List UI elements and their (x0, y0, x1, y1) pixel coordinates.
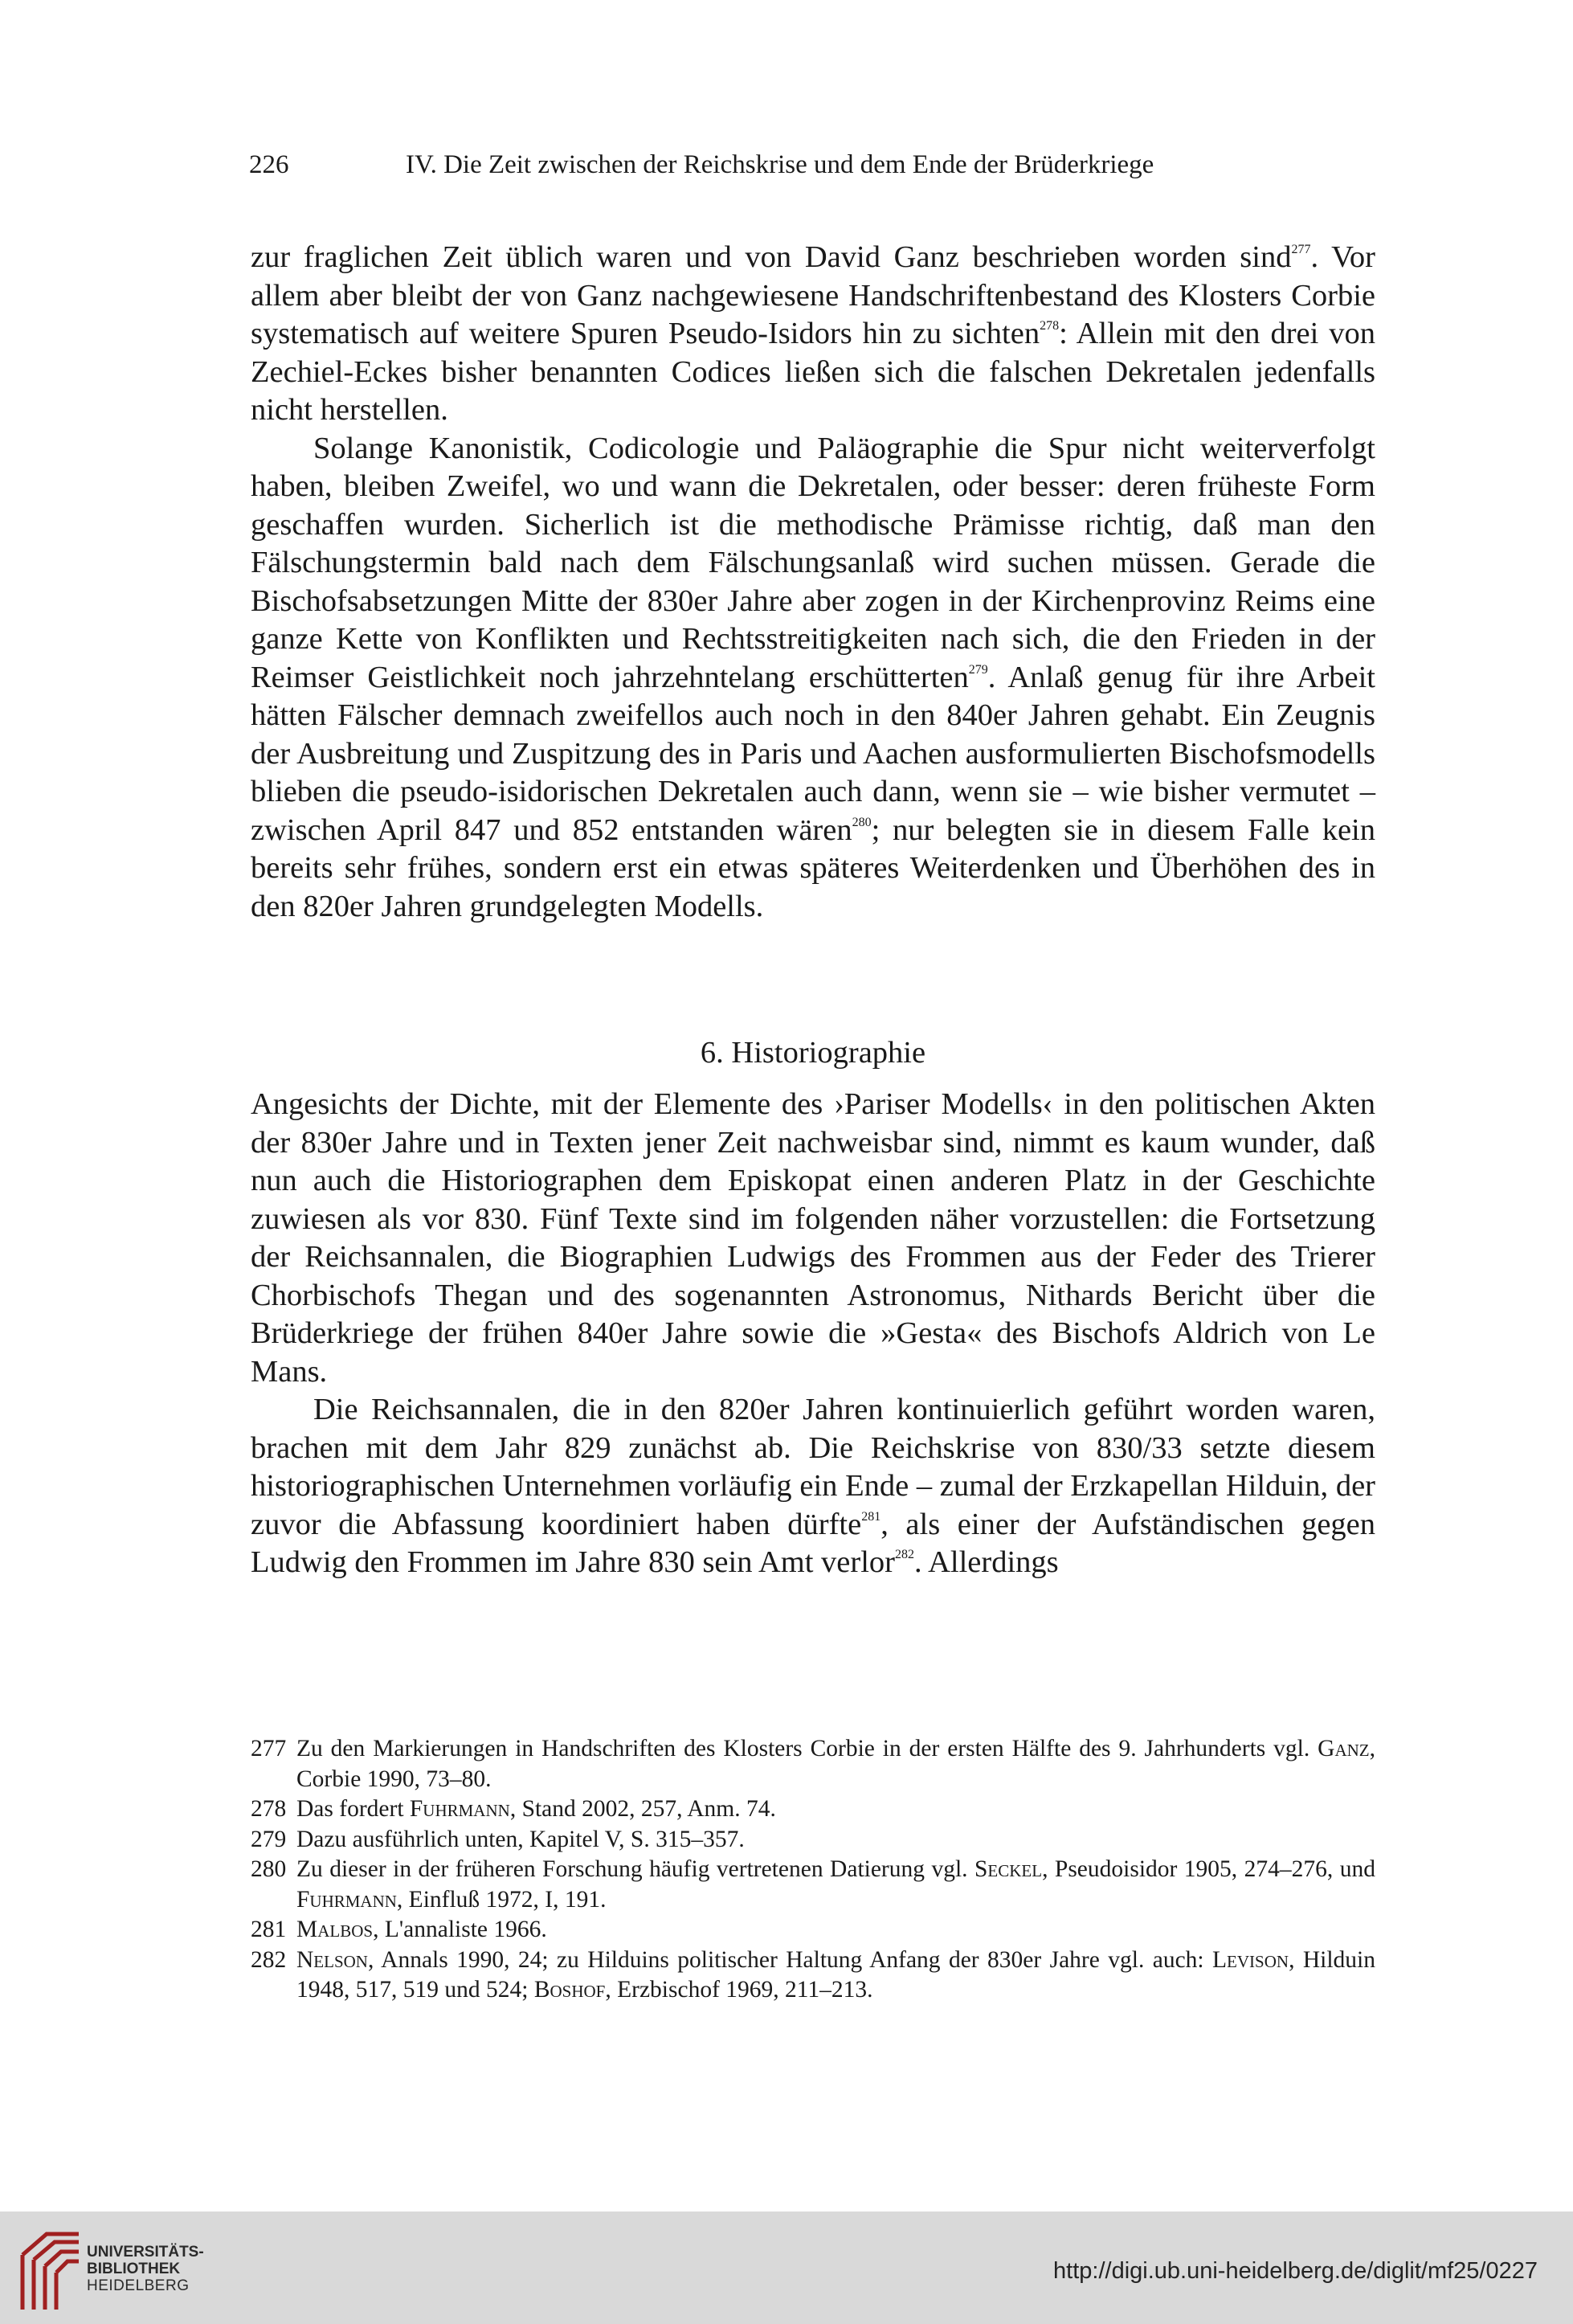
author-name: Boshof (533, 1977, 606, 2003)
section-heading: 6. Historiographie (700, 1036, 926, 1070)
footnote-279 (251, 1825, 1375, 1856)
footnote-text: , Einfluß 1972, I, 191. (396, 1886, 607, 1913)
footnote-text: , Corbie 1990, 73–80. (296, 1736, 1375, 1792)
section-paragraph-2 (251, 1391, 1375, 1582)
footnote-text: , Hilduin 1948, 517, 519 und 524; (296, 1946, 1375, 2003)
footnote-number: 278 (251, 1796, 287, 1822)
author-name: Nelson (296, 1946, 368, 1973)
footnote-ref-277[interactable]: 277 (1291, 243, 1311, 256)
footnote-number: 281 (251, 1917, 287, 1942)
footnote-ref-279[interactable]: 279 (968, 662, 988, 677)
paragraph-text: Solange Kanonistik, Codicologie und Paläographie die Spur nicht weiterverfolgt haben, bleiben Zweifel, wo und wann die Dekretalen, oder besser: deren früheste Form geschaffen wurden. Sicherlich ist die methodische Prämisse richtig, daß man den Fälschungstermin bald nach dem Fälschungsanlaß wird suchen müssen. Gerade die Bischofsabsetzungen Mitte der 830er Jahre aber zogen in der Kirchenprovinz Reims eine ganze Kette von Konflikten und Rechtsstreitigkeiten nach sich, die den Frieden in der Reimser Geistlichkeit noch jahrzehntelang erschütterten (251, 431, 1375, 694)
author-name: Levison (1212, 1946, 1289, 1973)
body-text-top (251, 239, 1375, 926)
footnote-278 (251, 1794, 1375, 1825)
footnote-text: , Pseudoisidor 1905, 274–276, und (1042, 1856, 1375, 1882)
footnote-text: Das fordert (296, 1796, 410, 1822)
source-url-link[interactable]: http://digi.ub.uni-heidelberg.de/diglit/mf25/0227 (1053, 2258, 1538, 2284)
paragraph-text: zur fraglichen Zeit üblich waren und von David Ganz beschrieben worden sind (251, 240, 1292, 274)
footnote-277 (251, 1734, 1375, 1794)
paragraph-1 (251, 239, 1375, 430)
footnote-ref-278[interactable]: 278 (1040, 319, 1060, 333)
footnote-text: , L'annaliste 1966. (373, 1917, 547, 1942)
footnote-ref-282[interactable]: 282 (894, 1548, 914, 1561)
running-head: IV. Die Zeit zwischen der Reichskrise und dem Ende der Brüderkriege (406, 150, 1154, 179)
footnote-number: 277 (251, 1736, 287, 1761)
footnote-text: Dazu ausführlich unten, Kapitel V, S. 315–357. (296, 1826, 745, 1852)
page-header (249, 145, 1374, 185)
body-text-section (251, 1086, 1375, 1582)
footnote-number: 280 (251, 1856, 287, 1882)
footer-bar (0, 2211, 1573, 2324)
paragraph-text: . Anlaß genug für ihre Arbeit hätten Fälscher demnach zweifellos auch noch in den 840er Jahren gehabt. Ein Zeugnis der Ausbreitung und Zuspitzung des in Paris und Aachen ausformulierten Bischofsmodells blieben die pseudo-isidorischen Dekretalen auch dann, wenn sie – wie bisher vermutet – zwischen April 847 und 852 entstanden wären (251, 660, 1376, 847)
author-name: Fuhrmann (409, 1796, 510, 1822)
footnote-text: , Erzbischof 1969, 211–213. (605, 1977, 873, 2003)
footnote-text: , Stand 2002, 257, Anm. 74. (509, 1796, 776, 1822)
footnotes (251, 1734, 1375, 2006)
page-number: 226 (249, 150, 289, 179)
logo-line: HEIDELBERG (87, 2277, 190, 2294)
author-name: Ganz (1318, 1736, 1370, 1761)
section-paragraph-1: Angesichts der Dichte, mit der Elemente des ›Pariser Modells‹ in den politischen Akten der 830er Jahre und in Texten jener Zeit nachweisbar sind, nimmt es kaum wunder, daß nun auch die Historiographen dem Episkopat einen anderen Platz in der Geschichte zuwiesen als vor 830. Fünf Texte sind im folgenden näher vorzustellen: die Fortsetzung der Reichsannalen, die Biographien Ludwigs des Frommen aus der Feder des Trierer Chorbischofs Thegan und des sogenannten Astronomus, Nithards Bericht über die Brüderkriege der frühen 840er Jahre sowie die »Gesta« des Bischofs Aldrich von Le Mans. (251, 1087, 1375, 1389)
author-name: Seckel (974, 1856, 1043, 1882)
paragraph-text: ; nur belegten sie in diesem Falle kein bereits sehr frühes, sondern erst ein etwas späteres Weiterdenken und Überhöhen des in den 820er Jahren grundgelegten Modells. (251, 812, 1375, 923)
paragraph-text: . Vor allem aber bleibt der von Ganz nachgewiesene Handschriftenbestand des Klosters Corbie systematisch auf weitere Spuren Pseudo-Isidors hin zu sichten (251, 240, 1375, 350)
author-name: Fuhrmann (296, 1886, 397, 1913)
paragraph-text: : Allein mit den drei von Zechiel-Eckes bisher benannten Codices ließen sich die falschen Dekretalen jedenfalls nicht herstellen. (251, 317, 1375, 427)
library-logo-text (87, 2244, 204, 2294)
logo-line: BIBLIOTHEK (87, 2261, 181, 2277)
footnote-text: Zu dieser in der früheren Forschung häufig vertretenen Datierung vgl. (296, 1856, 975, 1882)
footnote-282 (251, 1946, 1375, 2006)
footnote-text: , Annals 1990, 24; zu Hilduins politischer Haltung Anfang der 830er Jahre vgl. auch: (367, 1946, 1213, 1973)
author-name: Malbos (296, 1917, 374, 1942)
footnote-280 (251, 1855, 1375, 1915)
footnote-ref-281[interactable]: 281 (861, 1509, 881, 1524)
paragraph-text: Die Reichsannalen, die in den 820er Jahren kontinuierlich geführt worden waren, brachen mit dem Jahr 829 zunächst ab. Die Reichskrise von 830/33 setzte diesem historiographischen Unternehmen vorläufig ein Ende – zumal der Erzkapellan Hilduin, der zuvor die Abfassung koordiniert haben dürfte (251, 1393, 1375, 1541)
paragraph-text: , als einer der Aufständischen gegen Ludwig den Frommen im Jahre 830 sein Amt verlor (251, 1507, 1375, 1579)
footnote-number: 282 (251, 1946, 287, 1973)
logo-line: UNIVERSITÄTS- (87, 2244, 204, 2261)
paragraph-text: . Allerdings (913, 1545, 1059, 1579)
paragraph-2 (251, 430, 1375, 927)
footnote-281 (251, 1915, 1375, 1946)
footnote-text: Zu den Markierungen in Handschriften des Klosters Corbie in der ersten Hälfte des 9. Jahrhunderts vgl. (296, 1736, 1318, 1761)
footnote-number: 279 (251, 1826, 287, 1852)
footnote-ref-280[interactable]: 280 (852, 815, 872, 829)
